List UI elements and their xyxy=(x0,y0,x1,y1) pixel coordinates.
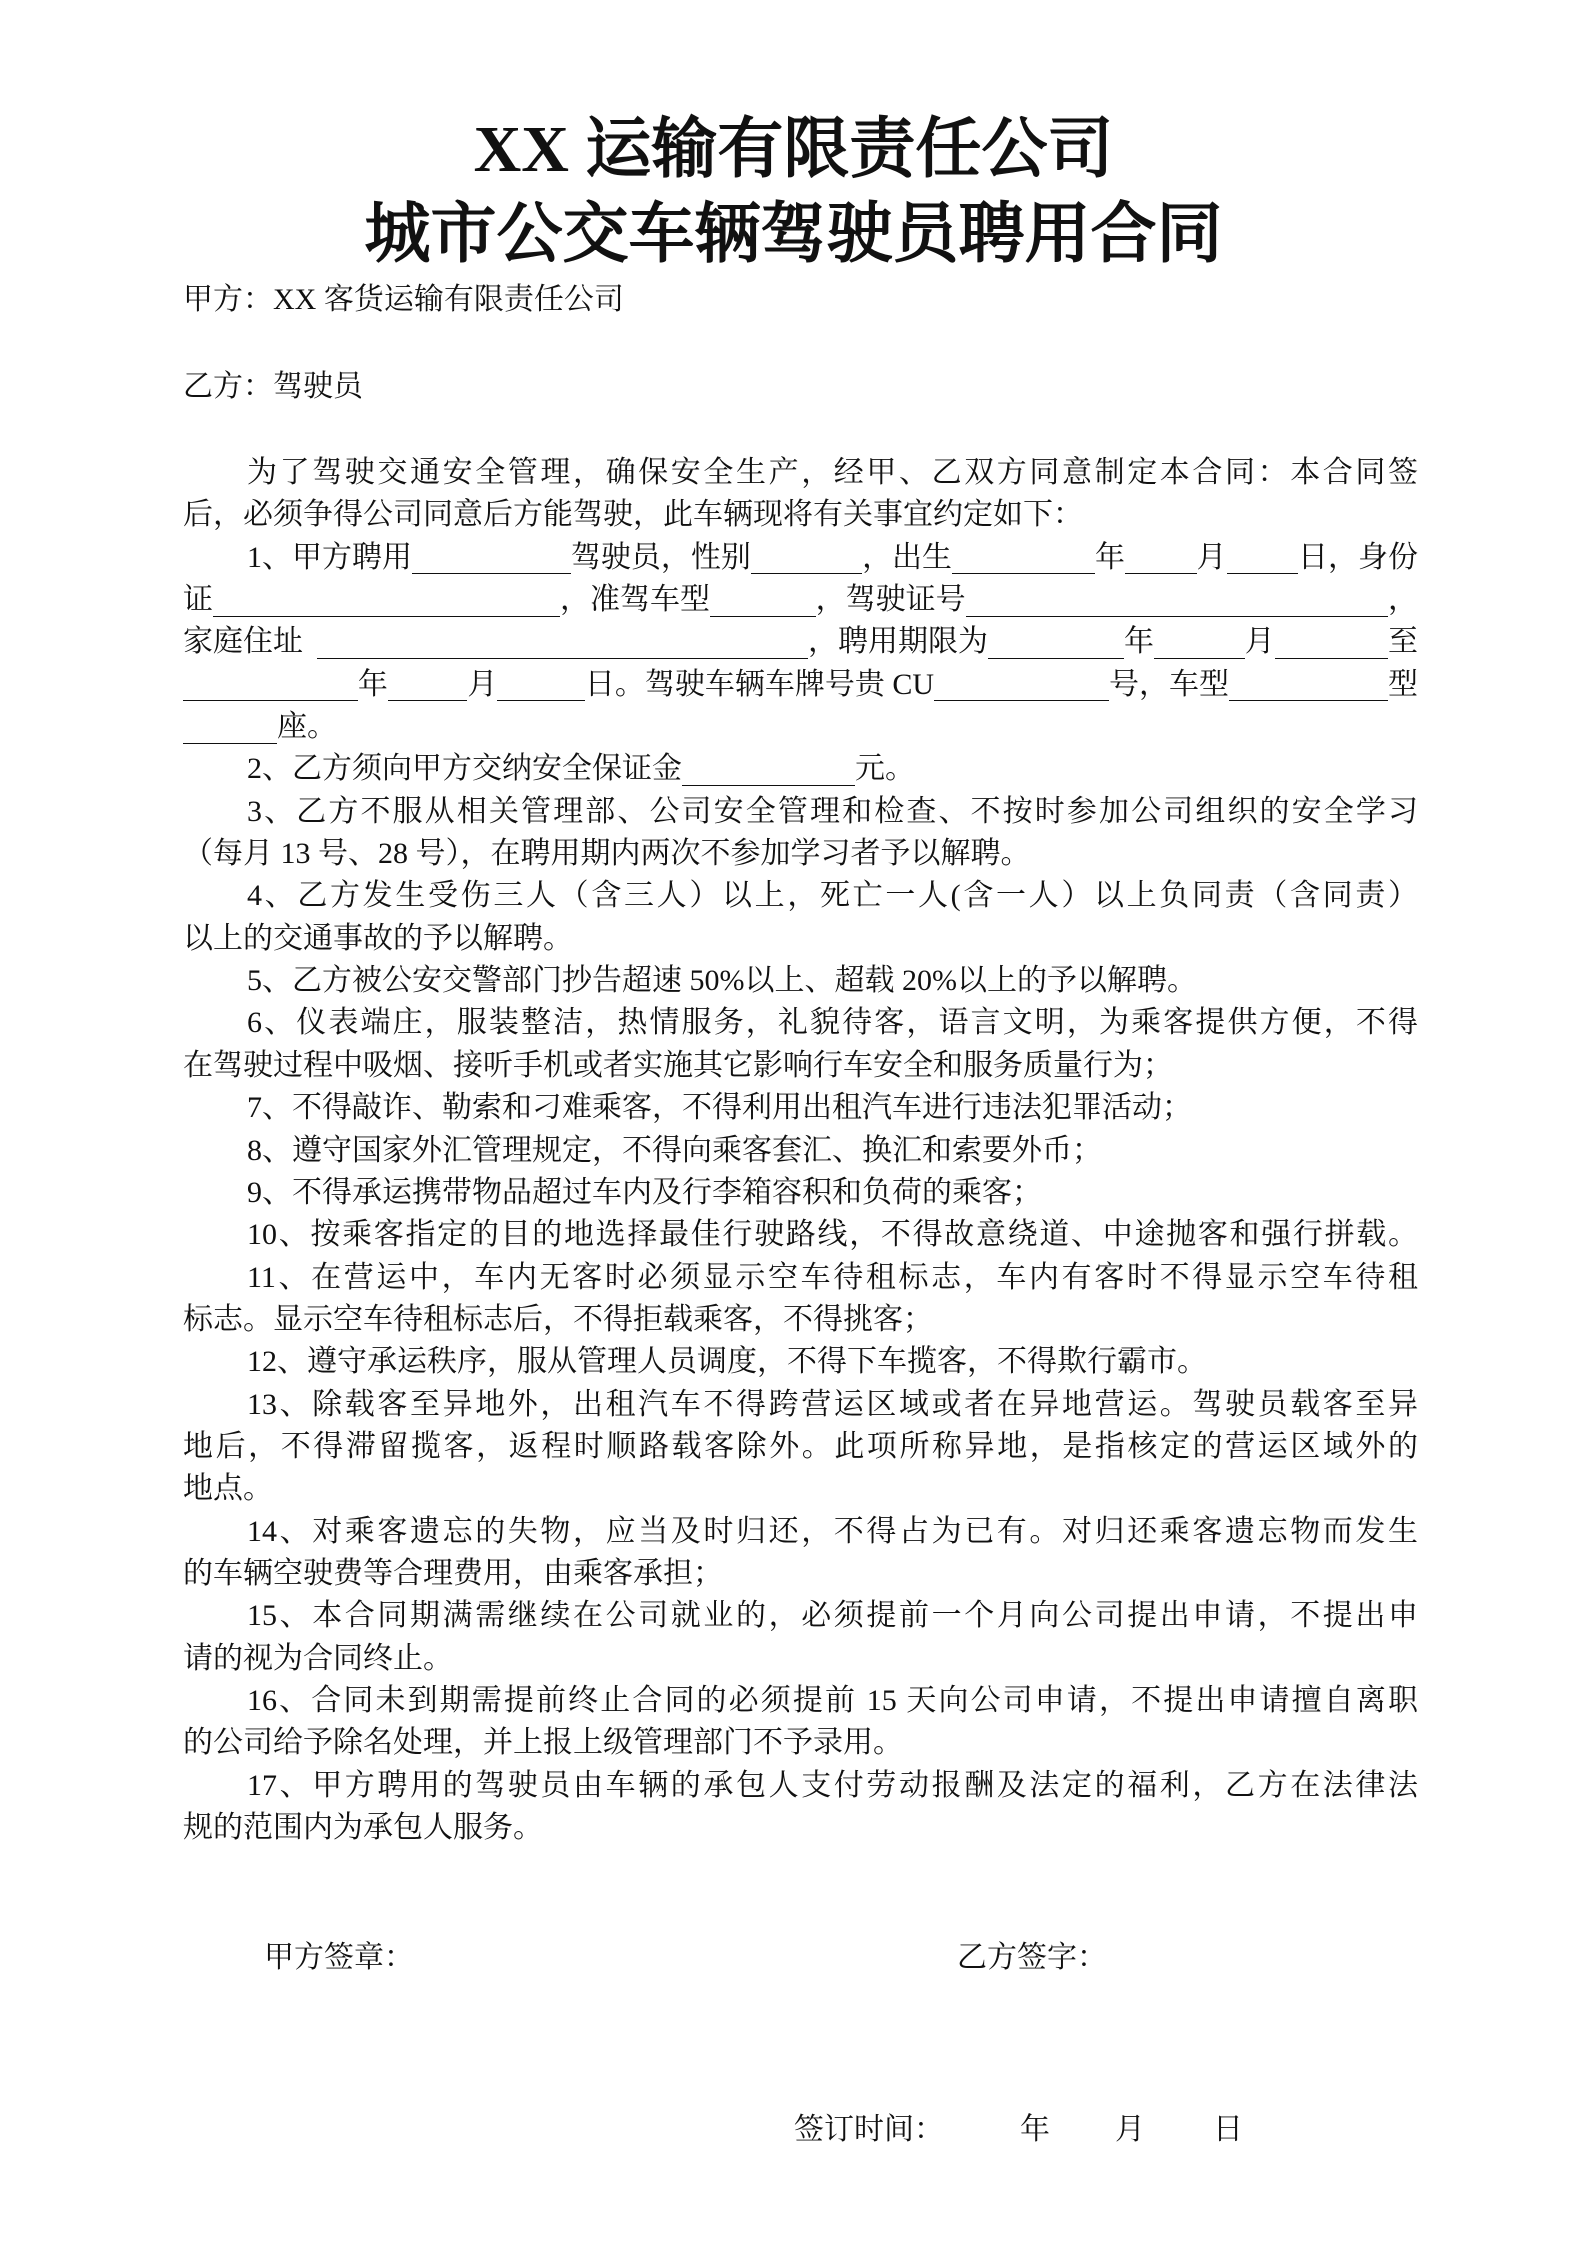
clause-text: 地点。 xyxy=(183,1472,273,1506)
clause-text: 请的视为合同终止。 xyxy=(183,1641,453,1675)
clause-line xyxy=(183,1468,1418,1510)
clause-line xyxy=(183,1130,1418,1172)
clause-line xyxy=(183,1765,1418,1807)
clause-2-line: 2、乙方须向甲方交纳安全保证金 元。 xyxy=(247,752,915,786)
clause-line xyxy=(183,1722,1418,1764)
contract-title: 城市公交车辆驾驶员聘用合同 xyxy=(364,198,1223,271)
clause-text: 4、乙方发生受伤三人（含三人）以上，死亡一人(含一人）以上负同责（含同责） xyxy=(247,879,1418,913)
clause-text: 在驾驶过程中吸烟、接听手机或者实施其它影响行车安全和服务质量行为； xyxy=(183,1048,1173,1082)
contract-body xyxy=(183,452,1418,1849)
blank-field[interactable] xyxy=(213,586,560,617)
clause-text: 17、甲方聘用的驾驶员由车辆的承包人支付劳动报酬及法定的福利，乙方在法律法 xyxy=(247,1768,1418,1802)
clause-text: 16、合同未到期需提前终止合同的必须提前 15 天向公司申请，不提出申请擅自离职 xyxy=(247,1683,1418,1717)
clause-text: 以上的交通事故的予以解聘。 xyxy=(183,921,573,955)
blank-field[interactable] xyxy=(710,586,816,617)
blank-field[interactable] xyxy=(183,713,277,744)
clause-text: 标志。显示空车待租标志后，不得拒载乘客，不得挑客； xyxy=(183,1302,933,1336)
clause-1-line: 座。 xyxy=(183,706,1418,748)
blank-field[interactable] xyxy=(1227,543,1298,574)
clause-line xyxy=(183,1384,1418,1426)
clause-text: 8、遵守国家外汇管理规定，不得向乘客套汇、换汇和索要外币； xyxy=(247,1133,1102,1167)
clause-text: 11、在营运中，车内无客时必须显示空车待租标志，车内有客时不得显示空车待租 xyxy=(247,1260,1418,1294)
blank-field[interactable] xyxy=(934,670,1109,701)
clause-line xyxy=(183,1553,1418,1595)
blank-field[interactable] xyxy=(497,670,584,701)
clause-line xyxy=(183,960,1418,1002)
clause-text: 7、不得敲诈、勒索和刁难乘客，不得利用出租汽车进行违法犯罪活动； xyxy=(247,1091,1192,1125)
clause-text: 12、遵守承运秩序，服从管理人员调度，不得下车揽客，不得欺行霸市。 xyxy=(247,1345,1207,1379)
blank-field[interactable] xyxy=(682,755,855,786)
blank-field[interactable] xyxy=(412,543,571,574)
clause-text: 15、本合同期满需继续在公司就业的，必须提前一个月向公司提出申请，不提出申 xyxy=(247,1599,1418,1633)
clause-line xyxy=(183,918,1418,960)
clause-line xyxy=(183,1595,1418,1637)
clause-text: 6、仪表端庄，服装整洁，热情服务，礼貌待客，语言文明，为乘客提供方便，不得 xyxy=(247,1006,1418,1040)
clause-text: 9、不得承运携带物品超过车内及行李箱容积和负荷的乘客； xyxy=(247,1175,1042,1209)
clause-line xyxy=(183,791,1418,833)
party-b: 乙方：驾驶员 xyxy=(183,370,363,403)
clause-line xyxy=(183,1341,1418,1383)
intro-line: 为了驾驶交通安全管理，确保安全生产，经甲、乙双方同意制定本合同：本合同签 xyxy=(247,456,1418,489)
clause-1-line: 证 ，准驾车型 ，驾驶证号 ， xyxy=(183,583,1418,617)
intro-line: 后，必须争得公司同意后方能驾驶，此车辆现将有关事宜约定如下： xyxy=(183,498,1083,532)
clause-line xyxy=(183,1426,1418,1468)
clause-line xyxy=(183,833,1418,875)
sign-date-year: 年 xyxy=(1020,2113,1050,2146)
blank-field[interactable] xyxy=(1229,670,1388,701)
clause-line xyxy=(183,1045,1418,1087)
clause-line xyxy=(183,1638,1418,1680)
clause-line xyxy=(183,1087,1418,1129)
clause-line xyxy=(183,875,1418,917)
clause-line xyxy=(183,1299,1418,1341)
clause-line xyxy=(183,1172,1418,1214)
clause-text: 5、乙方被公安交警部门抄告超速 50%以上、超载 20%以上的予以解聘。 xyxy=(247,964,1197,998)
blank-field[interactable] xyxy=(317,628,808,659)
party-b-sign-label: 乙方签字： xyxy=(957,1941,1107,1974)
blank-field[interactable] xyxy=(966,586,1388,617)
sign-date-label: 签订时间： xyxy=(794,2113,944,2146)
clause-text: 14、对乘客遗忘的失物，应当及时归还，不得占为已有。对归还乘客遗忘物而发生 xyxy=(247,1514,1418,1548)
blank-field[interactable] xyxy=(1275,628,1388,659)
party-a: 甲方：XX 客货运输有限责任公司 xyxy=(183,283,624,316)
company-title: XX 运输有限责任公司 xyxy=(473,113,1114,186)
clause-text: 规的范围内为承包人服务。 xyxy=(183,1811,543,1844)
blank-field[interactable] xyxy=(183,670,358,701)
clause-line xyxy=(183,1257,1418,1299)
clause-line xyxy=(183,1002,1418,1044)
blank-field[interactable] xyxy=(751,543,862,574)
blank-field[interactable] xyxy=(1154,628,1245,659)
clause-text: 的车辆空驶费等合理费用，由乘客承担； xyxy=(183,1556,723,1590)
clause-text: 地后，不得滞留揽客，返程时顺路载客除外。此项所称异地，是指核定的营运区域外的 xyxy=(183,1429,1418,1463)
clause-text: 3、乙方不服从相关管理部、公司安全管理和检查、不按时参加公司组织的安全学习 xyxy=(247,794,1418,828)
sign-date-month: 月 xyxy=(1115,2113,1145,2146)
clause-text: 10、按乘客指定的目的地选择最佳行驶路线，不得故意绕道、中途抛客和强行拼载。 xyxy=(247,1218,1418,1252)
blank-field[interactable] xyxy=(1125,543,1196,574)
clause-1-line: 1、甲方聘用 驾驶员，性别 ，出生 年 月 日，身份 xyxy=(247,540,1418,574)
clause-text: （每月 13 号、28 号），在聘用期内两次不参加学习者予以解聘。 xyxy=(183,837,1031,871)
clause-line xyxy=(183,1214,1418,1256)
clause-text: 13、除载客至异地外，出租汽车不得跨营运区域或者在异地营运。驾驶员载客至异 xyxy=(247,1387,1418,1421)
clause-line xyxy=(183,1511,1418,1553)
blank-field[interactable] xyxy=(388,670,468,701)
blank-field[interactable] xyxy=(952,543,1095,574)
sign-date-day: 日 xyxy=(1213,2113,1243,2146)
clause-text: 的公司给予除名处理，并上报上级管理部门不予录用。 xyxy=(183,1726,903,1760)
clause-1-line: 年 月 日。驾驶车辆车牌号贵 CU 号，车型 型 xyxy=(183,664,1418,706)
clause-line xyxy=(183,1807,1418,1849)
blank-field[interactable] xyxy=(988,628,1124,659)
party-a-seal-label: 甲方签章： xyxy=(264,1941,414,1974)
clause-line xyxy=(183,1680,1418,1722)
clause-1-line: 家庭住址 ，聘用期限为 年 月 至 xyxy=(183,625,1418,659)
